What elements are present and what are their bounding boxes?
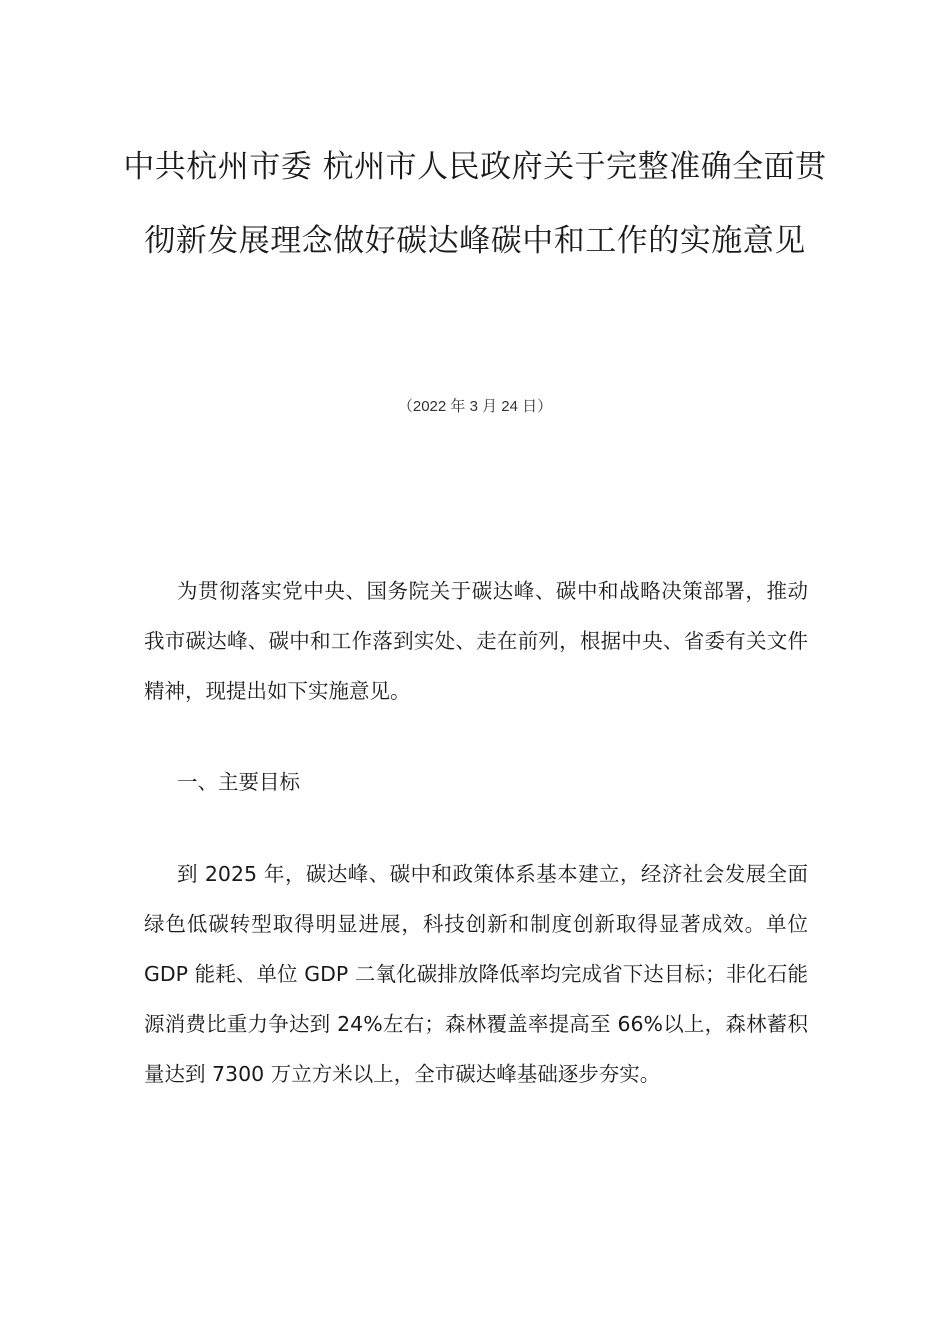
document-date: （2022 年 3 月 24 日） <box>397 398 553 415</box>
section-paragraph: 到 2025 年，碳达峰、碳中和政策体系基本建立，经济社会发展全面绿色低碳转型取得明显进展，科技创新和制度创新取得显著成效。单位 GDP 能耗、单位 GDP 二氧化碳排放降低率均完成省下达目标；非化石能源消费比重力争达到 24%左右；森林覆盖率提高至 66%以上，森林蓄积量达到 7300 万立方米以上，全市碳达峰基础逐步夯实。 <box>144 862 808 1086</box>
document-title: 中共杭州市委 杭州市人民政府关于完整准确全面贯彻新发展理念做好碳达峰碳中和工作的实施意见 <box>123 149 827 259</box>
intro-paragraph: 为贯彻落实党中央、国务院关于碳达峰、碳中和战略决策部署，推动我市碳达峰、碳中和工作落到实处、走在前列，根据中央、省委有关文件精神，现提出如下实施意见。 <box>144 579 808 703</box>
section-heading: 一、主要目标 <box>177 770 300 794</box>
